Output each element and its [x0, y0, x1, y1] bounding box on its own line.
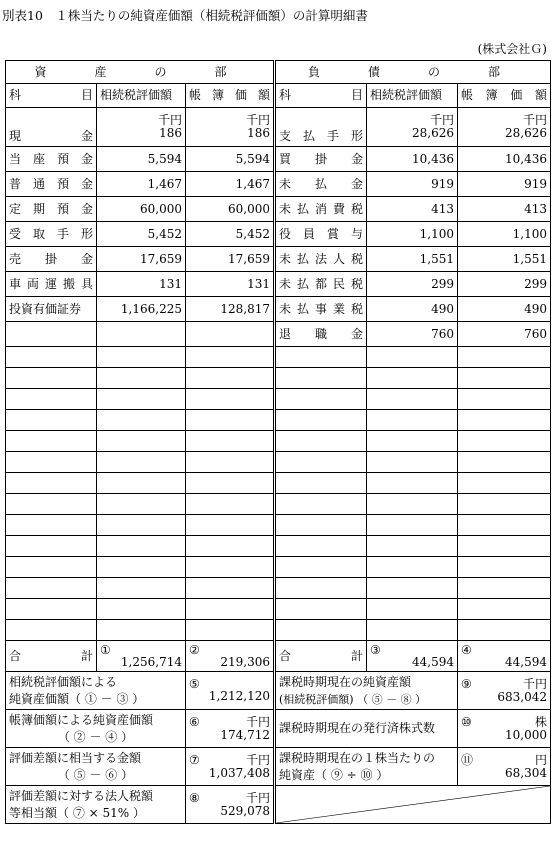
blank-cell [6, 322, 97, 347]
blank-cell [458, 347, 551, 368]
blank-cell [458, 389, 551, 410]
blank-cell [97, 599, 186, 620]
blank-cell [97, 431, 186, 452]
blank-cell [186, 322, 275, 347]
blank-cell [275, 410, 367, 431]
asset-book: 千円 186 [186, 108, 275, 147]
blank-cell [6, 368, 97, 389]
blank-cell [97, 473, 186, 494]
asset-book: 128,817 [186, 297, 275, 322]
blank-cell [367, 557, 458, 578]
blank-cell [97, 368, 186, 389]
liability-eval: 1,100 [367, 222, 458, 247]
liability-book: 1,100 [458, 222, 551, 247]
blank-cell [186, 410, 275, 431]
company-name: (株式会社Ｇ) [477, 42, 547, 56]
liability-eval: 10,436 [367, 147, 458, 172]
blank-cell [97, 536, 186, 557]
blank-cell [6, 431, 97, 452]
liability-book-header: 帳 簿 価 額 [458, 84, 551, 108]
blank-cell [367, 347, 458, 368]
blank-cell [367, 389, 458, 410]
blank-cell [186, 431, 275, 452]
blank-cell [97, 322, 186, 347]
net-asset-book-label: 帳簿価額による純資産価額 （ ② － ④ ） [6, 710, 186, 748]
diagonal-line [276, 786, 550, 823]
blank-cell [97, 410, 186, 431]
asset-book-total: ② 219,306 [186, 641, 275, 672]
asset-name: 普通預金 [6, 172, 97, 197]
asset-book: 17,659 [186, 247, 275, 272]
liability-book-total: ④ 44,594 [458, 641, 551, 672]
liability-eval: 413 [367, 197, 458, 222]
blank-cell [275, 494, 367, 515]
blank-cell [275, 431, 367, 452]
net-asset-book-value: ⑥ 千円 174,712 [186, 710, 275, 748]
blank-cell [186, 473, 275, 494]
blank-cell [186, 620, 275, 641]
liability-eval: 千円 28,626 [367, 108, 458, 147]
blank-cell [458, 368, 551, 389]
asset-eval: 5,594 [97, 147, 186, 172]
liability-book: 1,551 [458, 247, 551, 272]
blank-cell [367, 578, 458, 599]
blank-cell [97, 620, 186, 641]
liability-book: 919 [458, 172, 551, 197]
blank-cell [6, 599, 97, 620]
liability-name: 支払手形 [275, 108, 367, 147]
blank-cell [458, 452, 551, 473]
blank-cell [6, 515, 97, 536]
liability-eval: 299 [367, 272, 458, 297]
blank-cell [458, 620, 551, 641]
blank-cell [186, 536, 275, 557]
blank-cell [275, 515, 367, 536]
blank-cell [186, 557, 275, 578]
liability-total-label: 合 計 [275, 641, 367, 672]
blank-cell [367, 452, 458, 473]
blank-cell [367, 473, 458, 494]
net-asset-eval-value: ⑤ 1,212,120 [186, 672, 275, 710]
blank-cell [458, 515, 551, 536]
blank-cell [275, 473, 367, 494]
asset-eval: 5,452 [97, 222, 186, 247]
blank-cell [97, 557, 186, 578]
blank-cell [458, 410, 551, 431]
asset-book: 60,000 [186, 197, 275, 222]
blank-cell [97, 389, 186, 410]
blank-cell [367, 410, 458, 431]
liability-eval: 919 [367, 172, 458, 197]
liability-book: 10,436 [458, 147, 551, 172]
liability-book: 413 [458, 197, 551, 222]
asset-name: 定期預金 [6, 197, 97, 222]
asset-item-header: 科 目 [6, 84, 97, 108]
blank-cell [275, 347, 367, 368]
asset-book: 131 [186, 272, 275, 297]
assets-section-header: 資 産 の 部 [6, 61, 275, 84]
liability-name: 役員賞与 [275, 222, 367, 247]
blank-cell [97, 515, 186, 536]
liability-book: 760 [458, 322, 551, 347]
asset-book-header: 帳 簿 価 額 [186, 84, 275, 108]
blank-cell [97, 494, 186, 515]
asset-eval: 131 [97, 272, 186, 297]
liability-name: 買 掛 金 [275, 147, 367, 172]
diagonal-blank-cell [275, 786, 551, 824]
liability-book: 490 [458, 297, 551, 322]
blank-cell [367, 515, 458, 536]
blank-cell [275, 620, 367, 641]
issued-shares-value: ⑩ 株 10,000 [458, 710, 551, 748]
blank-cell [97, 452, 186, 473]
blank-cell [367, 620, 458, 641]
asset-book: 1,467 [186, 172, 275, 197]
valuation-difference-value: ⑦ 千円 1,037,408 [186, 748, 275, 786]
blank-cell [6, 494, 97, 515]
net-asset-per-share-label: 課税時期現在の１株当たりの 純資産（ ⑨ ÷ ⑩ ） [275, 748, 458, 786]
blank-cell [367, 494, 458, 515]
blank-cell [275, 599, 367, 620]
liabilities-section-header: 負 債 の 部 [275, 61, 551, 84]
net-asset-per-share-value: ⑪ 円 68,304 [458, 748, 551, 786]
liability-book: 千円 28,626 [458, 108, 551, 147]
asset-eval: 1,467 [97, 172, 186, 197]
blank-cell [275, 389, 367, 410]
net-asset-calculation-table [5, 60, 551, 824]
blank-cell [367, 536, 458, 557]
liability-name: 退 職 金 [275, 322, 367, 347]
blank-cell [458, 599, 551, 620]
liability-eval-total: ③ 44,594 [367, 641, 458, 672]
blank-cell [6, 620, 97, 641]
blank-cell [186, 452, 275, 473]
valuation-difference-label: 評価差額に相当する金額 （ ⑤ － ⑥ ） [6, 748, 186, 786]
liability-item-header: 科 目 [275, 84, 367, 108]
blank-cell [97, 347, 186, 368]
blank-cell [275, 368, 367, 389]
liability-book: 299 [458, 272, 551, 297]
liability-eval: 490 [367, 297, 458, 322]
blank-cell [367, 599, 458, 620]
blank-cell [275, 452, 367, 473]
liability-eval: 1,551 [367, 247, 458, 272]
blank-cell [367, 431, 458, 452]
liability-eval: 760 [367, 322, 458, 347]
liability-name: 未 払 金 [275, 172, 367, 197]
blank-cell [275, 557, 367, 578]
liability-name: 未払消費税 [275, 197, 367, 222]
asset-eval: 60,000 [97, 197, 186, 222]
blank-cell [186, 599, 275, 620]
blank-cell [186, 347, 275, 368]
blank-cell [6, 536, 97, 557]
asset-name: 売 掛 金 [6, 247, 97, 272]
asset-name: 車両運搬具 [6, 272, 97, 297]
asset-eval-header: 相続税評価額 [97, 84, 186, 108]
net-asset-at-taxation-label: 課税時期現在の純資産額 (相続税評価額) （ ⑤ － ⑧ ） [275, 672, 458, 710]
blank-cell [458, 578, 551, 599]
blank-cell [6, 578, 97, 599]
document-title: 別表10 １株当たりの純資産価額（相続税評価額）の計算明細書 [2, 8, 368, 23]
blank-cell [458, 431, 551, 452]
blank-cell [458, 536, 551, 557]
blank-cell [6, 452, 97, 473]
liability-name: 未払事業税 [275, 297, 367, 322]
blank-cell [186, 494, 275, 515]
blank-cell [186, 389, 275, 410]
asset-total-label: 合 計 [6, 641, 97, 672]
blank-cell [186, 578, 275, 599]
blank-cell [367, 368, 458, 389]
asset-eval: 1,166,225 [97, 297, 186, 322]
blank-cell [6, 347, 97, 368]
blank-cell [458, 473, 551, 494]
blank-cell [275, 536, 367, 557]
liability-eval-header: 相続税評価額 [367, 84, 458, 108]
asset-eval: 17,659 [97, 247, 186, 272]
blank-cell [458, 557, 551, 578]
asset-name: 現 金 [6, 108, 97, 147]
blank-cell [6, 410, 97, 431]
asset-book: 5,452 [186, 222, 275, 247]
blank-cell [6, 389, 97, 410]
blank-cell [6, 557, 97, 578]
issued-shares-label: 課税時期現在の発行済株式数 [275, 710, 458, 748]
asset-name: 当座預金 [6, 147, 97, 172]
asset-name: 受取手形 [6, 222, 97, 247]
blank-cell [275, 578, 367, 599]
net-asset-at-taxation-value: ⑨ 千円 683,042 [458, 672, 551, 710]
blank-cell [6, 473, 97, 494]
asset-book: 5,594 [186, 147, 275, 172]
blank-cell [97, 578, 186, 599]
asset-eval-total: ① 1,256,714 [97, 641, 186, 672]
liability-name: 未払都民税 [275, 272, 367, 297]
corporate-tax-equivalent-value: ⑧ 千円 529,078 [186, 786, 275, 824]
net-asset-eval-label: 相続税評価額による 純資産価額（ ① － ③ ） [6, 672, 186, 710]
asset-name: 投資有価証券 [6, 297, 97, 322]
liability-name: 未払法人税 [275, 247, 367, 272]
corporate-tax-equivalent-label: 評価差額に対する法人税額 等相当額（ ⑦ × 51% ） [6, 786, 186, 824]
blank-cell [458, 494, 551, 515]
asset-eval: 千円 186 [97, 108, 186, 147]
blank-cell [186, 368, 275, 389]
blank-cell [186, 515, 275, 536]
